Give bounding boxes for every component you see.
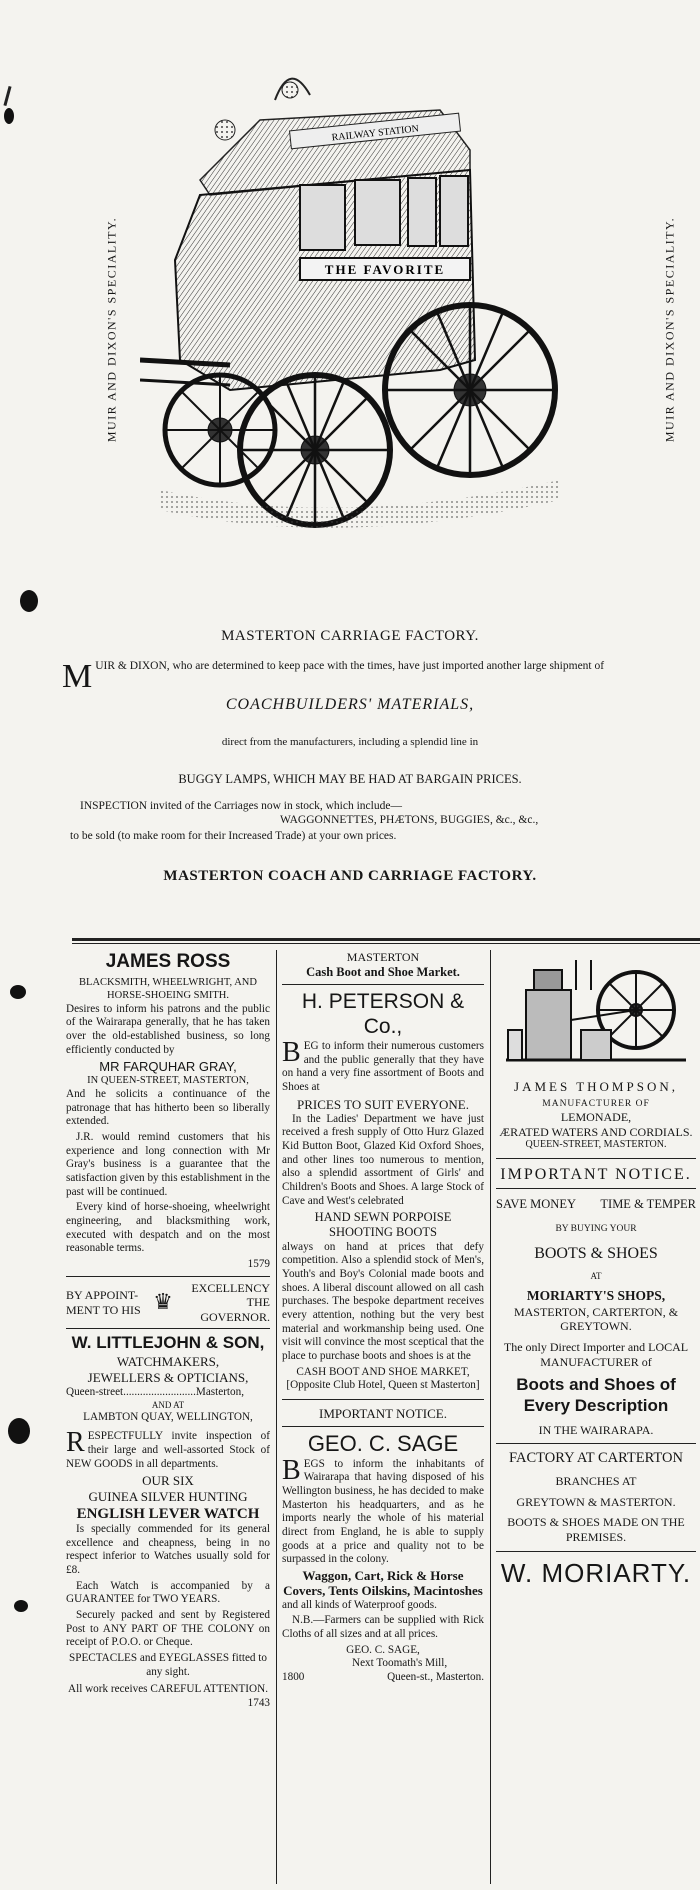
lj-address: Queen-street..........................Masterton, [66, 1385, 245, 1398]
important-notice: IMPORTANT NOTICE. [500, 1165, 692, 1183]
footer-title: MASTERTON COACH AND CARRIAGE FACTORY. [163, 868, 537, 884]
ross-trades: BLACKSMITH, WHEELWRIGHT, AND HORSE-SHOEING SMITH. [79, 977, 257, 1001]
w-moriarty: W. MORIARTY. [500, 1557, 692, 1588]
time-temper: TIME & TEMPER [600, 1197, 696, 1212]
appoint-left: BY APPOINT-MENT TO HIS [66, 1287, 141, 1317]
market-title: Cash Boot and Shoe Market. [306, 964, 460, 979]
crop-mark [3, 86, 11, 106]
factory-at: FACTORY AT CARTERTON [509, 1450, 683, 1467]
lj-paragraph: Each Watch is accompanied by a GUARANTEE for TWO YEARS. [66, 1579, 270, 1606]
thompson-street: QUEEN-STREET, MASTERTON. [525, 1139, 667, 1151]
sage-paragraph: EGS to inform the inhabitants of Wairarapa that having disposed of his Wellington business, he has decided to make Masterton his headquarters, and as he imports nearly the whole of his material direct from England, he is able to supply goods at a price and quality not to be surpassed in the colony. [282, 1457, 484, 1566]
side-label-left: MUIR AND DIXON'S SPECIALITY. [104, 216, 119, 443]
ink-blot [4, 108, 14, 124]
sage-goods: Waggon, Cart, Rick & Horse Covers, Tents Oilskins, Macintoshes [283, 1567, 483, 1598]
lj-address: LAMBTON QUAY, WELLINGTON, [83, 1410, 253, 1423]
ink-blot [20, 590, 38, 612]
peterson-paragraph: In the Ladies' Department we have just received a fresh supply of Otto Hurz Glazed Kid Button Boot, Glazed Kid Oxford Shoes, and other lines too numerous to mention, also a splendid assortment of Girls' and Children's Boots and Shoes. A large Stock of Cave and West's celebrated [282, 1112, 484, 1207]
thompson-aerated: ÆRATED WATERS AND CORDIALS. [499, 1124, 693, 1139]
column-left [66, 950, 270, 1711]
sage-signature: GEO. C. SAGE, [346, 1643, 420, 1656]
dropcap-r: R [66, 1427, 85, 1459]
machinery-illustration [496, 950, 696, 1070]
direct-line: direct from the manufacturers, including a splendid line in [221, 736, 479, 748]
thompson-name: JAMES THOMPSON, [514, 1078, 678, 1094]
lj-attention: All work receives CAREFUL ATTENTION. [68, 1683, 268, 1696]
boots-shoes: BOOTS & SHOES [534, 1244, 658, 1262]
lj-trade: JEWELLERS & OPTICIANS, [87, 1370, 249, 1386]
vehicles-line: WAGGONNETTES, PHÆTONS, BUGGIES, &c., &c., [280, 814, 539, 826]
lj-paragraph: Is specially commended for its general excellence and cheapness, being in no respect inferior to Watches usually sold for £8. [66, 1523, 270, 1577]
sage-name: GEO. C. SAGE [307, 1430, 459, 1456]
lj-paragraph: ESPECTFULLY invite inspection of their large and well-assorted Stock of NEW GOODS in all departments. [66, 1430, 270, 1470]
lj-guinea: GUINEA SILVER HUNTING [88, 1489, 248, 1505]
by-buying: BY BUYING YOUR [555, 1224, 637, 1235]
peterson-paragraph: always on hand at prices that defy competition. Also a splendid stock of Men's, Youth's and Boy's Colonial made boots and shoes. A liberal discount allowed on all cash purchases. The bespoke department receives every attention, nothing but the very best material and workmanship being used. One visit will convince the most sceptical that the place to purchase boots and shoes is at the [282, 1240, 484, 1362]
ad-number: 1800 [282, 1670, 305, 1683]
sold-line: to be sold (to make room for their Increased Trade) at your own prices. [70, 830, 397, 842]
ink-blot [10, 985, 26, 999]
dropcap-b: B [282, 1037, 301, 1069]
ink-blot [14, 1600, 28, 1612]
thin-rule [72, 943, 700, 944]
littlejohn-name: W. LITTLEJOHN & SON, [71, 1333, 265, 1353]
lj-spectacles: SPECTACLES and EYEGLASSES fitted to any sight. [69, 1652, 267, 1678]
intro-paragraph [62, 658, 642, 695]
coach-board-side: THE FAVORITE [324, 262, 446, 277]
heavy-rule [72, 938, 700, 941]
sage-address: Next Toomath's Mill, [352, 1657, 448, 1670]
important-notice: IMPORTANT NOTICE. [319, 1405, 447, 1421]
lamps-line: BUGGY LAMPS, WHICH MAY BE HAD AT BARGAIN PRICES. [178, 772, 522, 786]
lj-english: ENGLISH LEVER WATCH [76, 1505, 260, 1522]
appointment-block [66, 1281, 270, 1325]
factory-title: MASTERTON CARRIAGE FACTORY. [221, 628, 479, 644]
at-label: AT [590, 1271, 602, 1282]
column-divider [276, 950, 277, 1884]
peterson-opposite: [Opposite Club Hotel, Queen st Masterton] [286, 1379, 480, 1392]
branches-at: BRANCHES AT [555, 1474, 637, 1489]
ross-paragraph: Every kind of horse-shoeing, wheelwright engineering, and blacksmithing work, executed with despatch and on the most reasonable terms. [66, 1201, 270, 1255]
moriarty-towns: MASTERTON, CARTERTON, & GREYTOWN. [513, 1304, 679, 1334]
greytown: GREYTOWN & MASTERTON. [516, 1494, 676, 1509]
in-wairarapa: IN THE WAIRARAPA. [538, 1422, 654, 1437]
ross-paragraph: J.R. would remind customers that his experience and long connection with Mr Gray's business is a guarantee that the satisfaction given by this establishment in the past will be continued. [66, 1131, 270, 1198]
peterson-hand-sewn: HAND SEWN PORPOISE SHOOTING BOOTS [314, 1210, 452, 1240]
peterson-paragraph: EG to inform their numerous customers and the public generally that they have on hand a very fine assortment of Boots and Shoes at [282, 1040, 484, 1094]
market-top: MASTERTON [346, 950, 420, 964]
column-middle [282, 950, 484, 1685]
ross-name: JAMES ROSS [105, 951, 231, 972]
ross-gray: MR FARQUHAR GRAY, [99, 1059, 237, 1075]
moriarty-shops: MORIARTY'S SHOPS, [526, 1288, 666, 1304]
ad-number: 1743 [247, 1697, 270, 1710]
sage-address: Queen-st., Masterton. [387, 1670, 484, 1683]
thompson-lemonade: LEMONADE, [560, 1110, 632, 1125]
peterson-name: H. PETERSON & Co., [301, 989, 465, 1039]
made-on-premises: BOOTS & SHOES MADE ON THE PREMISES. [507, 1515, 685, 1544]
coach-illustration [140, 60, 580, 580]
intro-text: UIR & DIXON, who are determined to keep pace with the times, have just imported another large shipment of [95, 660, 605, 672]
only-direct: The only Direct Importer and LOCAL MANUFACTURER of [503, 1340, 689, 1369]
materials-heading: COACHBUILDERS' MATERIALS, [225, 696, 475, 713]
ad-number: 1579 [247, 1257, 270, 1270]
appoint-right: EXCELLENCY THE GOVERNOR. [191, 1280, 270, 1324]
ross-paragraph: Desires to inform his patrons and the public of the Wairarapa generally, that he has taken over the old-established business, so long efficiently conducted by [66, 1002, 270, 1056]
lj-andat: AND AT [151, 1399, 185, 1410]
lj-trade: WATCHMAKERS, [116, 1354, 220, 1370]
ross-street: IN QUEEN-STREET, MASTERTON, [87, 1075, 249, 1087]
ross-paragraph: And he solicits a continuance of the patronage that has hitherto been so liberally extended. [66, 1088, 270, 1128]
inspection-line: INSPECTION invited of the Carriages now in stock, which include— [80, 800, 402, 812]
peterson-prices: PRICES TO SUIT EVERYONE. [297, 1096, 469, 1112]
column-right [496, 950, 696, 1589]
lj-our-six: OUR SIX [142, 1473, 194, 1489]
dropcap-m: M [62, 658, 93, 695]
peterson-place: CASH BOOT AND SHOE MARKET, [296, 1365, 470, 1378]
sage-paragraph: and all kinds of Waterproof goods. [282, 1598, 437, 1611]
ink-blot [8, 1418, 30, 1444]
dropcap-b: B [282, 1454, 301, 1486]
crest-icon: ♛ [153, 1289, 173, 1315]
thompson-mfr: MANUFACTURER OF [542, 1098, 650, 1109]
lj-paragraph: Securely packed and sent by Registered Post to ANY PART OF THE COLONY on receipt of P.O.O. or Cheque. [66, 1609, 270, 1649]
column-divider [490, 950, 491, 1884]
sage-paragraph: N.B.—Farmers can be supplied with Rick Cloths of all sizes and at all prices. [282, 1614, 484, 1641]
boots-every: Boots and Shoes of Every Description [516, 1375, 676, 1416]
save-money: SAVE MONEY [496, 1197, 576, 1212]
coach-board-top: RAILWAY STATION [331, 123, 420, 144]
side-label-right: MUIR AND DIXON'S SPECIALITY. [662, 216, 677, 443]
